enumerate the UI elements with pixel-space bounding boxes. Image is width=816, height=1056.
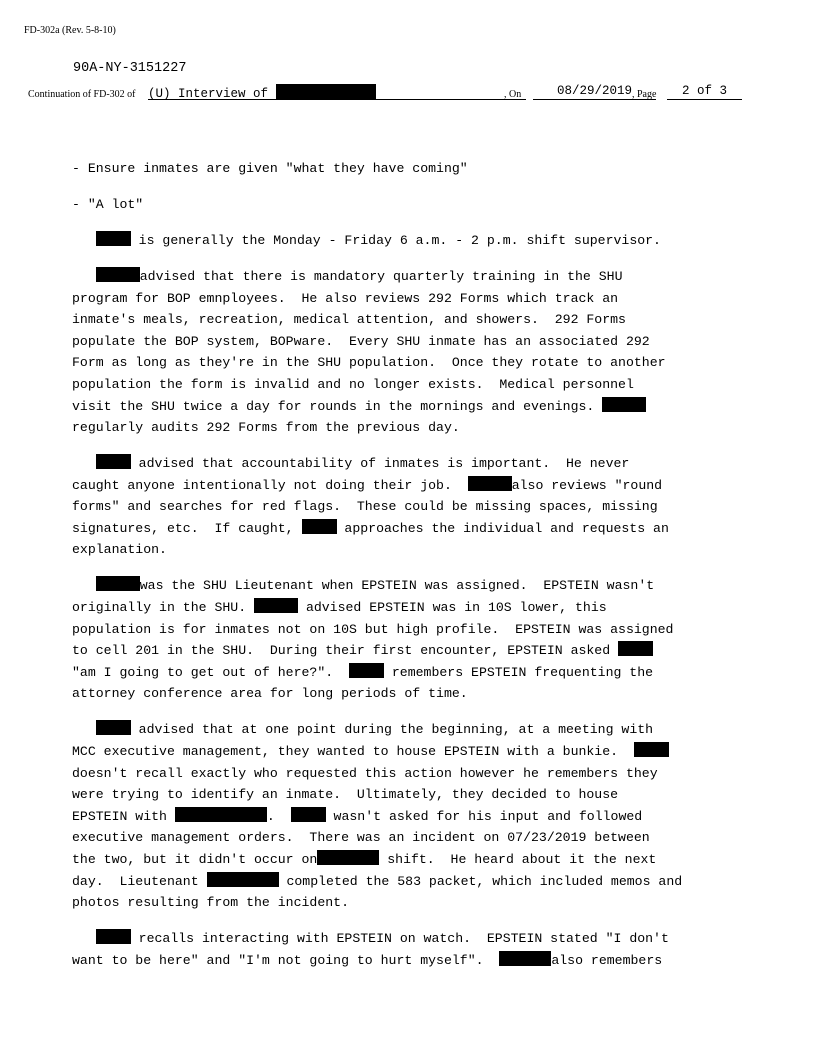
redaction-box — [175, 807, 267, 822]
paragraph — [72, 453, 762, 561]
text: caught anyone intentionally not doing their job. — [72, 477, 468, 493]
redaction-box — [207, 872, 279, 887]
continuation-label: Continuation of FD-302 of — [28, 89, 136, 100]
redaction-box — [634, 742, 669, 757]
redaction-box — [254, 598, 298, 613]
text: forms" and searches for red flags. These could be missing spaces, missing — [72, 499, 658, 515]
redaction-box — [96, 267, 140, 282]
text: were trying to identify an inmate. Ultimately, they decided to house — [72, 787, 619, 803]
page-field: 2 of 3 — [667, 84, 742, 100]
paragraph — [72, 719, 762, 913]
text: day. Lieutenant — [72, 873, 207, 889]
text: EPSTEIN with — [72, 808, 175, 824]
text: visit the SHU twice a day for rounds in the mornings and evenings. — [72, 398, 603, 414]
text: explanation. — [72, 542, 167, 558]
text: want to be here" and "I'm not going to hurt myself". — [72, 952, 500, 968]
text: populate the BOP system, BOPware. Every SHU inmate has an associated 292 — [72, 333, 650, 349]
text: executive management orders. There was an incident on 07/23/2019 between — [72, 830, 650, 846]
text: shift. He heard about it the next — [379, 851, 657, 867]
redaction-box — [602, 397, 646, 412]
text: population is for inmates not on 10S but high profile. EPSTEIN was assigned — [72, 621, 674, 637]
redaction-box — [302, 519, 337, 534]
redaction-box — [291, 807, 326, 822]
text: also reviews "round — [511, 477, 663, 493]
text: MCC executive management, they wanted to house EPSTEIN with a bunkie. — [72, 744, 634, 759]
redaction-box — [317, 850, 379, 865]
text: advised that there is mandatory quarterly training in the SHU — [139, 268, 623, 284]
text: approaches the individual and requests an — [336, 520, 669, 536]
paragraph — [72, 928, 762, 971]
paragraph — [72, 230, 762, 252]
redaction-box — [468, 476, 512, 491]
text: . — [266, 808, 291, 824]
text: remembers EPSTEIN frequenting the — [383, 664, 654, 680]
redaction-box — [96, 454, 131, 469]
bullet-text: - Ensure inmates are given "what they have coming" — [72, 161, 468, 176]
redaction-box — [499, 951, 551, 966]
redaction-box — [276, 84, 376, 99]
redaction-box — [96, 576, 140, 591]
redaction-box — [349, 663, 384, 678]
paragraph — [72, 575, 762, 705]
on-label: , On — [504, 89, 522, 100]
text: population the form is invalid and no longer exists. Medical personnel — [72, 376, 634, 392]
document-body — [72, 158, 762, 986]
text: originally in the SHU. — [72, 600, 255, 616]
case-number: 90A-NY-3151227 — [73, 61, 187, 76]
text: advised that accountability of inmates is important. He never — [130, 456, 630, 472]
redaction-box — [618, 641, 653, 656]
text: advised that at one point during the beginning, at a meeting with — [130, 722, 654, 738]
text: signatures, etc. If caught, — [72, 520, 302, 536]
form-id: FD-302a (Rev. 5-8-10) — [24, 25, 116, 36]
text: the two, but it didn't occur on — [72, 851, 318, 867]
page-label: , Page — [632, 89, 657, 100]
text: advised EPSTEIN was in 10S lower, this — [298, 600, 607, 616]
text: doesn't recall exactly who requested this action however he remembers they — [72, 765, 658, 781]
text: photos resulting from the incident. — [72, 895, 349, 911]
text: to cell 201 in the SHU. During their first encounter, EPSTEIN asked — [72, 643, 619, 659]
text: regularly audits 292 Forms from the previous day. — [72, 420, 460, 436]
text: "am I going to get out of here?". — [72, 664, 349, 680]
bullet-item — [72, 194, 762, 216]
continuation-header — [24, 84, 744, 104]
redaction-box — [96, 929, 131, 944]
text: attorney conference area for long periods of time. — [72, 686, 468, 702]
redaction-box — [96, 231, 131, 246]
redaction-box — [96, 720, 131, 735]
text: was the SHU Lieutenant when EPSTEIN was assigned. EPSTEIN wasn't — [139, 578, 655, 594]
text: wasn't asked for his input and followed — [325, 808, 643, 824]
text: also remembers — [551, 952, 663, 968]
text: Form as long as they're in the SHU population. Once they rotate to another — [72, 355, 666, 371]
date-field: 08/29/2019 — [533, 84, 656, 100]
bullet-item — [72, 158, 762, 180]
text: is generally the Monday - Friday 6 a.m. - 2 p.m. shift supervisor. — [130, 232, 661, 248]
subject-field — [148, 84, 526, 100]
text: inmate's meals, recreation, medical attention, and showers. 292 Forms — [72, 312, 626, 328]
text: completed the 583 packet, which included memos and — [278, 873, 683, 889]
bullet-text: - "A lot" — [72, 196, 144, 212]
text: program for BOP emnployees. He also reviews 292 Forms which track an — [72, 290, 619, 306]
paragraph — [72, 266, 762, 439]
subject-text: (U) Interview of — [148, 87, 269, 101]
text: recalls interacting with EPSTEIN on watch. EPSTEIN stated "I don't — [130, 931, 669, 947]
